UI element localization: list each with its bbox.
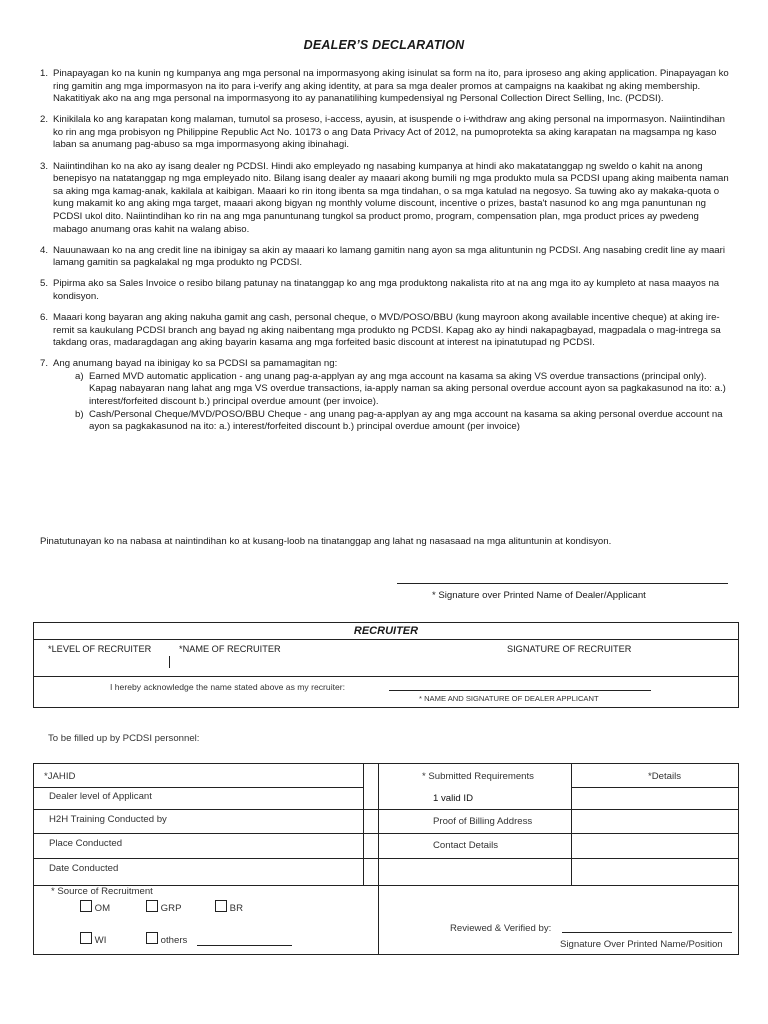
declaration-number: 2.: [40, 114, 49, 126]
table-divider: [34, 858, 738, 859]
jahid-label: *JAHID: [44, 771, 76, 782]
declaration-number: 6.: [40, 312, 49, 323]
source-option-others[interactable]: others: [146, 932, 187, 946]
details-header: *Details: [648, 771, 682, 782]
sub-item: [75, 409, 730, 434]
declaration-item: [40, 161, 730, 237]
table-divider: [34, 787, 363, 788]
table-divider: [571, 764, 572, 886]
source-option-wi[interactable]: WI: [80, 932, 106, 946]
requirement-contact-details: Contact Details: [433, 840, 499, 851]
source-option-br[interactable]: BR: [215, 900, 243, 914]
table-divider: [378, 764, 379, 954]
recruiter-box: [33, 622, 739, 708]
declaration-item: [40, 114, 730, 152]
declaration-text: Pipirma ako sa Sales Invoice o resibo bilang patunay na tinatanggap ko ang mga produktong nakalista rito at na ang mga ito ay kumpleto at nasa maayos na kondisyon.: [53, 278, 720, 302]
declaration-item: [40, 278, 730, 303]
sub-text: Cash/Personal Cheque/MVD/POSO/BBU Cheque - ang unang pag-a-applyan ay ang mga account na kasama sa aking personal overdue account na ayon sa pagkakasunod na ito: a.) interest/forfeited discount b.) principal overdue amount (per invoice): [89, 408, 723, 433]
requirement-proof-of-billing: Proof of Billing Address: [433, 816, 533, 827]
recruiter-title: RECRUITER: [34, 623, 738, 640]
table-divider: [363, 764, 364, 886]
date-conducted-label: Date Conducted: [49, 863, 119, 874]
recruiter-name-field[interactable]: *NAME OF RECRUITER: [179, 644, 281, 654]
certification-text: Pinatutunayan ko na nabasa at naintindihan ko at kusang-loob na tinatanggap ang lahat ng nasasaad na mga alituntunin at kondisyon.: [40, 536, 612, 547]
pcdsi-personnel-table: [33, 763, 739, 955]
sub-text: Earned MVD automatic application - ang unang pag-a-applyan ay ang mga account na kasama sa aking VS overdue transactions (principal only). Kapag nabayaran nang lahat ang mga VS overdue transactions, ia-apply naman sa aking personal overdue account ayon sa pagkakasunod na ito: a.) interest/forfeited discount b.) principal overdue amount (per invoice).: [89, 370, 726, 408]
declaration-number: 1.: [40, 68, 49, 79]
applicant-signature-line[interactable]: [389, 690, 651, 691]
declaration-number: 5.: [40, 278, 49, 290]
reviewer-signature-caption: Signature Over Printed Name/Position: [560, 939, 723, 950]
checkbox-icon: [146, 900, 158, 912]
training-conducted-label: H2H Training Conducted by: [49, 814, 167, 825]
applicant-signature-caption: * NAME AND SIGNATURE OF DEALER APPLICANT: [419, 694, 599, 703]
checkbox-icon: [80, 900, 92, 912]
recruiter-signature-field[interactable]: SIGNATURE OF RECRUITER: [507, 644, 632, 654]
declaration-text: Nauunawaan ko na ang credit line na ibinigay sa akin ay maaari ko lamang gamitin nang ayon sa mga alituntunin ng PCDSI. Ang nasabing credit line ay maari lamang gamitin sa pagkalakal ng mga produkto ng PCDSI.: [53, 244, 725, 269]
personnel-note: To be filled up by PCDSI personnel:: [48, 733, 200, 744]
checkbox-icon: [146, 932, 158, 944]
text-cursor: [169, 656, 170, 668]
declaration-number: 3.: [40, 160, 49, 172]
recruiter-acknowledgement: I hereby acknowledge the name stated above as my recruiter:: [110, 682, 346, 692]
reviewer-signature-line[interactable]: [562, 932, 732, 933]
declaration-item: [40, 312, 730, 350]
dealer-signature-caption: * Signature over Printed Name of Dealer/Applicant: [432, 590, 646, 601]
reviewed-verified-label: Reviewed & Verified by:: [450, 923, 552, 934]
recruiter-fields-row: [34, 640, 738, 677]
sub-letter: b): [75, 408, 84, 420]
declaration-number: 7.: [40, 358, 49, 370]
declaration-text: Maaari kong bayaran ang aking nakuha gamit ang cash, personal cheque, o MVD/POSO/BBU (kung mayroon akong available incentive cheque) at aking ire-remit sa kaukulang PCDSI branch ang bayad ng aking naibentang mga produkto ng PCDSI. Kapag ako ay hindi nakapagbayad, magpadala o mag-intrega sa takdang oras, madaragdagan ang aking bayarin kasama ang mga forfeited basic discount at interest na ipinatutupad ng PCDSI.: [53, 312, 721, 349]
declaration-item-7: [40, 358, 730, 434]
declaration-text: Pinapayagan ko na kunin ng kumpanya ang mga personal na impormasyong aking isinulat sa form na ito, para iproseso ang aking application. Pinapayagan ko ring gamitin ang mga impormasyon na ito para i-verify ang aking identity, at para sa mga dealer promos at campaigns na kaakibat ng aking membership. Nakatitiyak ako na ang mga personal na impormasyong ito ay pananatilihing kumpedensiyal ng Personal Collection Direct Selling, Inc. (PCDSI).: [53, 68, 729, 105]
declaration-item: [40, 68, 730, 106]
source-option-grp[interactable]: GRP: [146, 900, 181, 914]
table-divider: [34, 809, 738, 810]
dealer-signature-line[interactable]: [397, 583, 728, 584]
declaration-text: Kinikilala ko ang karapatan kong malaman, tumutol sa proseso, i-access, ayusin, at isuspende o i-withdraw ang aking personal na impormasyon. Naiintindihan ko rin ang mga probisyon ng Philippine Republic Act No. 10173 o ang Data Privacy Act of 2012, na pumoprotekta sa aking karapatan na magsampa ng kaso laban sa anumang pag-abuso sa mga impormasyong aking ibinahagi.: [53, 114, 725, 151]
declaration-text: [53, 358, 730, 434]
document-title: DEALER’S DECLARATION: [303, 38, 465, 52]
table-divider: [34, 833, 738, 834]
checkbox-icon: [215, 900, 227, 912]
checkbox-icon: [80, 932, 92, 944]
requirement-valid-id: 1 valid ID: [433, 793, 473, 804]
declaration-list: [40, 68, 730, 442]
declaration-item: [40, 245, 730, 270]
sub-letter: a): [75, 370, 84, 382]
others-input-line[interactable]: [197, 945, 292, 946]
declaration-number: 4.: [40, 244, 49, 256]
sub-item: [75, 371, 730, 409]
recruiter-level-field[interactable]: *LEVEL OF RECRUITER: [48, 644, 152, 654]
table-divider: [571, 787, 739, 788]
place-conducted-label: Place Conducted: [49, 838, 123, 849]
declaration-intro: Ang anumang bayad na ibinigay ko sa PCDSI sa pamamagitan ng:: [53, 358, 338, 370]
dealer-level-label: Dealer level of Applicant: [49, 791, 152, 802]
source-of-recruitment-label: * Source of Recruitment: [51, 886, 153, 897]
submitted-requirements-header: * Submitted Requirements: [422, 771, 534, 782]
source-option-om[interactable]: OM: [80, 900, 110, 914]
declaration-text: Naiintindihan ko na ako ay isang dealer ng PCDSI. Hindi ako empleyado ng nasabing kumpanya at hindi ako makatatanggap ng sweldo o kahit na anong benepisyo na natatanggap ng mga empleyado nito. Bilang isang dealer ay maaari akong bumili ng mga produkto mula sa PCDSI upang aking maibenta naman sa aking mga kamag-anak, kakilala at kaibigan. Maaari ko rin itong ibenta sa mga tindahan, o sa mga katulad na negosyo. Sa tuwing ako ay makaka-quota o kung makamit ko ang aking mga target, maaari akong bigyan ng monthly volume discount, incentive o prizes, basta't nasunod ko ang mga panuntunan ng PCDSI ukol dito. Naiintindihan ko rin na ang mga panuntunang tungkol sa product promo, program, compensation plan, mga product prices ay pwedeng mabago anumang oras kahit na walang abiso.: [53, 160, 729, 235]
